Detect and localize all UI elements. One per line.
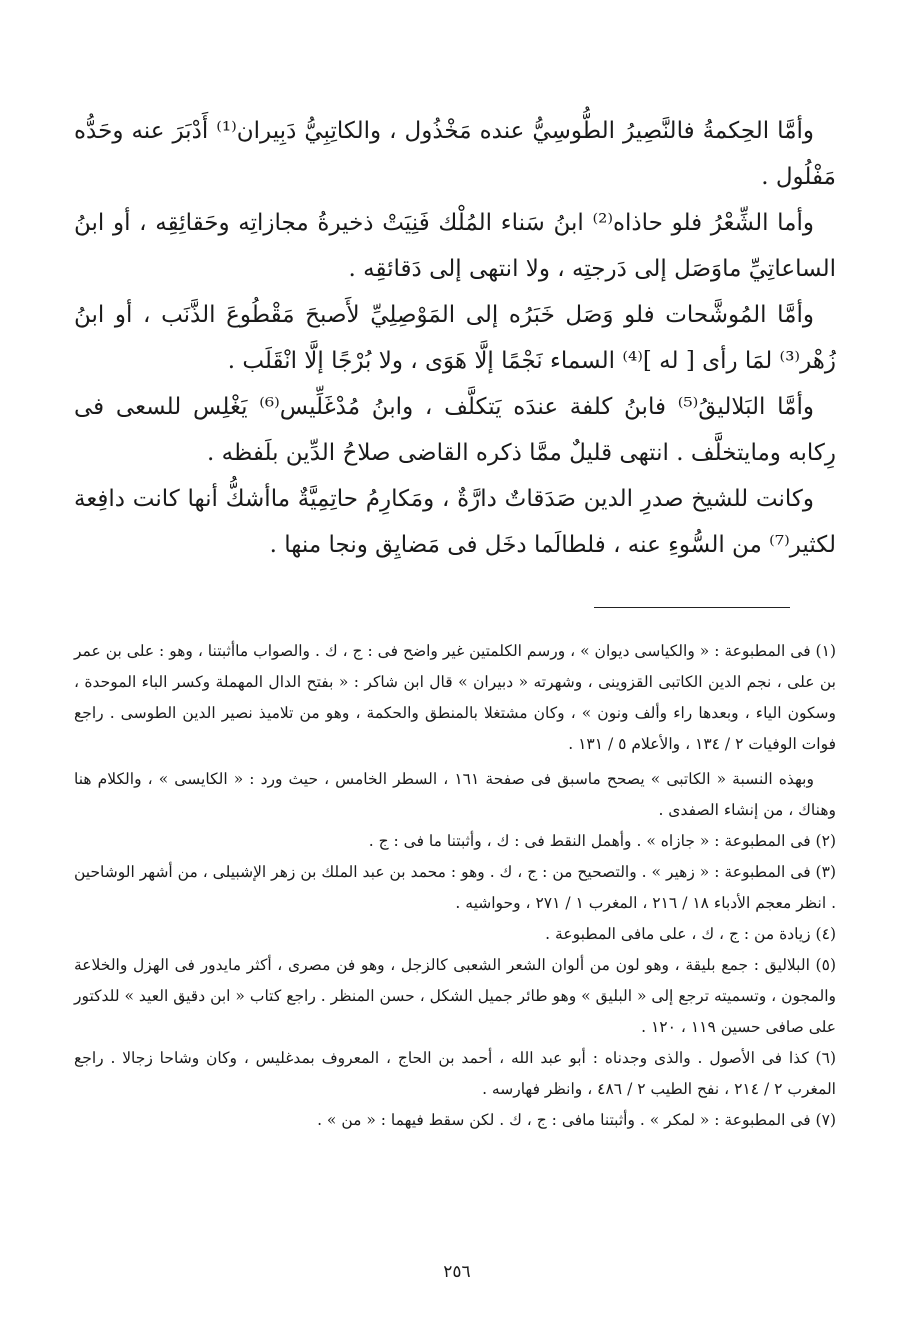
- footnote-1: (١) فى المطبوعة : « والكياسى ديوان » ، ورسم الكلمتين غير واضح فى : ج ، ك . والصواب ماأثبتنا ، وهو : على بن عمر بن على ، نجم الدين الكاتبى القزوينى ، وشهرته « دبيران » قال ابن شاكر : « بفتح الدال المهملة وكسر الباء الموحدة ، وسكون الياء ، وبعدها راء وألف ونون » ، وكان مشتغلا بالمنطق والحكمة ، وهو من تلاميذ نصير الدين الطوسى . راجع فوات الوفيات ٢ / ١٣٤ ، والأعلام ٥ / ١٣١ .: [74, 642, 836, 753]
- footnote-7: (٧) فى المطبوعة : « لمكر » . وأثبتنا مافى : ج ، ك . لكن سقط فيهما : « من » .: [317, 1111, 836, 1129]
- paragraph-wisdom: وأمَّا الحِكمةُ فالنَّصِيرُ الطُّوسِيُّ عنده مَخْذُول ، والكاتِبِيُّ دَبِيران⁽¹⁾ أَدْبَرَ عنه وحَدُّه مَفْلُول .: [74, 118, 836, 190]
- paragraph-balaliq: وأمَّا البَلاليقُ⁽⁵⁾ فابنُ كلفة عندَه يَتكلَّف ، وابنُ مُدْغَلِّيس⁽⁶⁾ يَغْلِس للسعى فى رِكابه ومايتخلَّف . انتهى قليلٌ ممَّا ذكره القاضى صلاحُ الدِّين بلَفظه .: [74, 394, 836, 466]
- footnote-2: (٢) فى المطبوعة : « جازاه » . وأهمل النقط فى : ك ، وأثبتنا ما فى : ج .: [368, 832, 836, 850]
- footnote-separator: [594, 607, 790, 608]
- paragraph-muwashshahat: وأمَّا المُوشَّحات فلو وَصَل خَبَرُه إلى المَوْصِلِيِّ لأَصبحَ مَقْطُوعَ الذَّنَب ، أو ابنُ زُهْر⁽³⁾ لمَا رأى [ له ]⁽⁴⁾ السماء نَجْمًا إلَّا هَوَى ، ولا بُرْجًا إلَّا انْقَلَب .: [74, 302, 836, 374]
- footnote-5: (٥) البلاليق : جمع بليقة ، وهو لون من ألوان الشعر الشعبى كالزجل ، وهو فن مصرى ، أكثر مايدور فى الهزل والخلاعة والمجون ، وتسميته ترجع إلى « البليق » وهو طائر جميل الشكل ، حسن المنظر . راجع كتاب « ابن دقيق العيد » للدكتور على صافى حسين ١١٩ ، ١٢٠ .: [74, 956, 836, 1036]
- page-number: ٢٥٦: [443, 1262, 471, 1282]
- main-text-block: [74, 108, 836, 568]
- paragraph-poetry: وأما الشِّعْرُ فلو حاذاه⁽²⁾ ابنُ سَناء المُلْك فَنِيَتْ ذخيرةُ مجازاتِه وحَقائِقِه ، أو ابنُ الساعاتِيِّ ماوَصَل إلى دَرجتِه ، ولا انتهى إلى دَقائقِه .: [74, 210, 836, 282]
- footnote-3: (٣) فى المطبوعة : « زهير » . والتصحيح من : ج ، ك . وهو : محمد بن عبد الملك بن زهر الإشبيلى ، من أشهر الوشاحين . انظر معجم الأدباء ١٨ / ٢١٦ ، المغرب ١ / ٢٧١ ، وحواشيه .: [74, 863, 836, 912]
- footnote-1-continuation: وبهذه النسبة « الكاتبى » يصحح ماسبق فى صفحة ١٦١ ، السطر الخامس ، حيث ورد : « الكايسى » ، والكلام هنا وهناك ، من إنشاء الصفدى .: [74, 770, 836, 819]
- footnotes: [74, 636, 836, 1136]
- footnote-4: (٤) زيادة من : ج ، ك ، على مافى المطبوعة .: [545, 925, 836, 943]
- main-text: [74, 108, 836, 568]
- footnote-6: (٦) كذا فى الأصول . والذى وجدناه : أبو عبد الله ، أحمد بن الحاج ، المعروف بمدغليس ، وكان وشاحا زجالا . راجع المغرب ٢ / ٢١٤ ، نفح الطيب ٢ / ٤٨٦ ، وانظر فهارسه .: [74, 1049, 836, 1098]
- paragraph-sadaqat: وكانت للشيخ صدرِ الدين صَدَقاتٌ دارَّةٌ ، ومَكارِمُ حاتِمِيَّةٌ ماأشكُّ أنها كانت دافِعة لكثير⁽⁷⁾ من السُّوءِ عنه ، فلطالَما دخَل فى مَضايِق ونجا منها .: [74, 486, 836, 558]
